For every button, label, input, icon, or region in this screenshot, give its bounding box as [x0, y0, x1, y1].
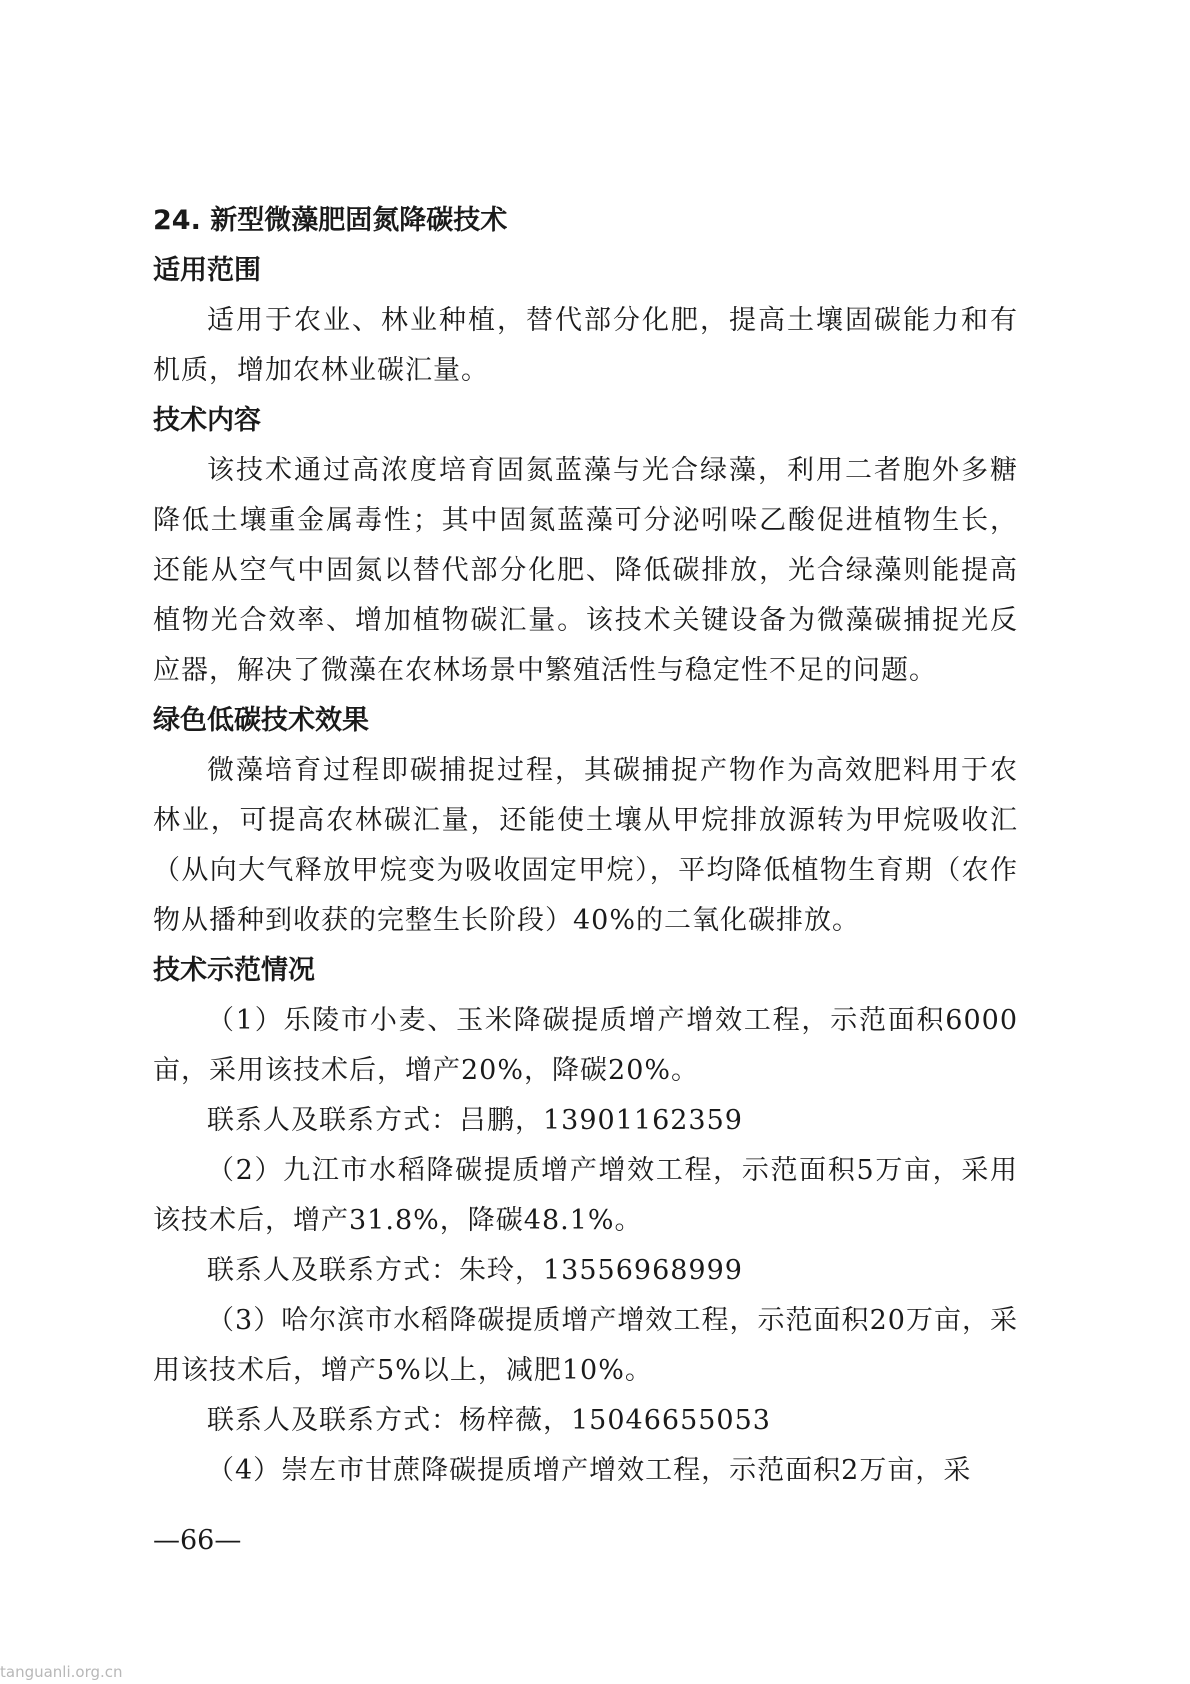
section-heading-scope: 适用范围	[153, 255, 261, 286]
demo-case-2-contact: 联系人及联系方式：朱玲，13556968999	[207, 1255, 743, 1286]
demo-case-3: （3）哈尔滨市水稻降碳提质增产增效工程，示范面积20万亩，采用该技术后，增产5%以上，减肥10%。	[153, 1305, 1018, 1386]
section-paragraph-content: 该技术通过高浓度培育固氮蓝藻与光合绿藻，利用二者胞外多糖降低土壤重金属毒性；其中固氮蓝藻可分泌吲哚乙酸促进植物生长，还能从空气中固氮以替代部分化肥、降低碳排放，光合绿藻则能提高植物光合效率、增加植物碳汇量。该技术关键设备为微藻碳捕捉光反应器，解决了微藻在农林场景中繁殖活性与稳定性不足的问题。	[153, 455, 1018, 686]
page-number: —66—	[153, 1525, 242, 1556]
section-heading-content: 技术内容	[153, 405, 261, 436]
document-body	[153, 196, 1018, 1496]
section-paragraph-scope: 适用于农业、林业种植，替代部分化肥，提高土壤固碳能力和有机质，增加农林业碳汇量。	[153, 305, 1018, 386]
demo-case-1-contact: 联系人及联系方式：吕鹏，13901162359	[207, 1105, 743, 1136]
demo-case-1: （1）乐陵市小麦、玉米降碳提质增产增效工程，示范面积6000亩，采用该技术后，增产20%，降碳20%。	[153, 1005, 1018, 1086]
demo-case-4: （4）崇左市甘蔗降碳提质增产增效工程，示范面积2万亩，采	[207, 1455, 972, 1486]
section-heading-demonstration: 技术示范情况	[153, 955, 315, 986]
section-heading-effect: 绿色低碳技术效果	[153, 705, 369, 736]
technology-title: 24. 新型微藻肥固氮降碳技术	[153, 205, 508, 236]
watermark: tanguanli.org.cn	[0, 1663, 123, 1681]
demo-case-3-contact: 联系人及联系方式：杨梓薇，15046655053	[207, 1405, 771, 1436]
demo-case-2: （2）九江市水稻降碳提质增产增效工程，示范面积5万亩，采用该技术后，增产31.8%，降碳48.1%。	[153, 1155, 1018, 1236]
section-paragraph-effect: 微藻培育过程即碳捕捉过程，其碳捕捉产物作为高效肥料用于农林业，可提高农林碳汇量，还能使土壤从甲烷排放源转为甲烷吸收汇（从向大气释放甲烷变为吸收固定甲烷），平均降低植物生育期（农作物从播种到收获的完整生长阶段）40%的二氧化碳排放。	[153, 755, 1018, 936]
